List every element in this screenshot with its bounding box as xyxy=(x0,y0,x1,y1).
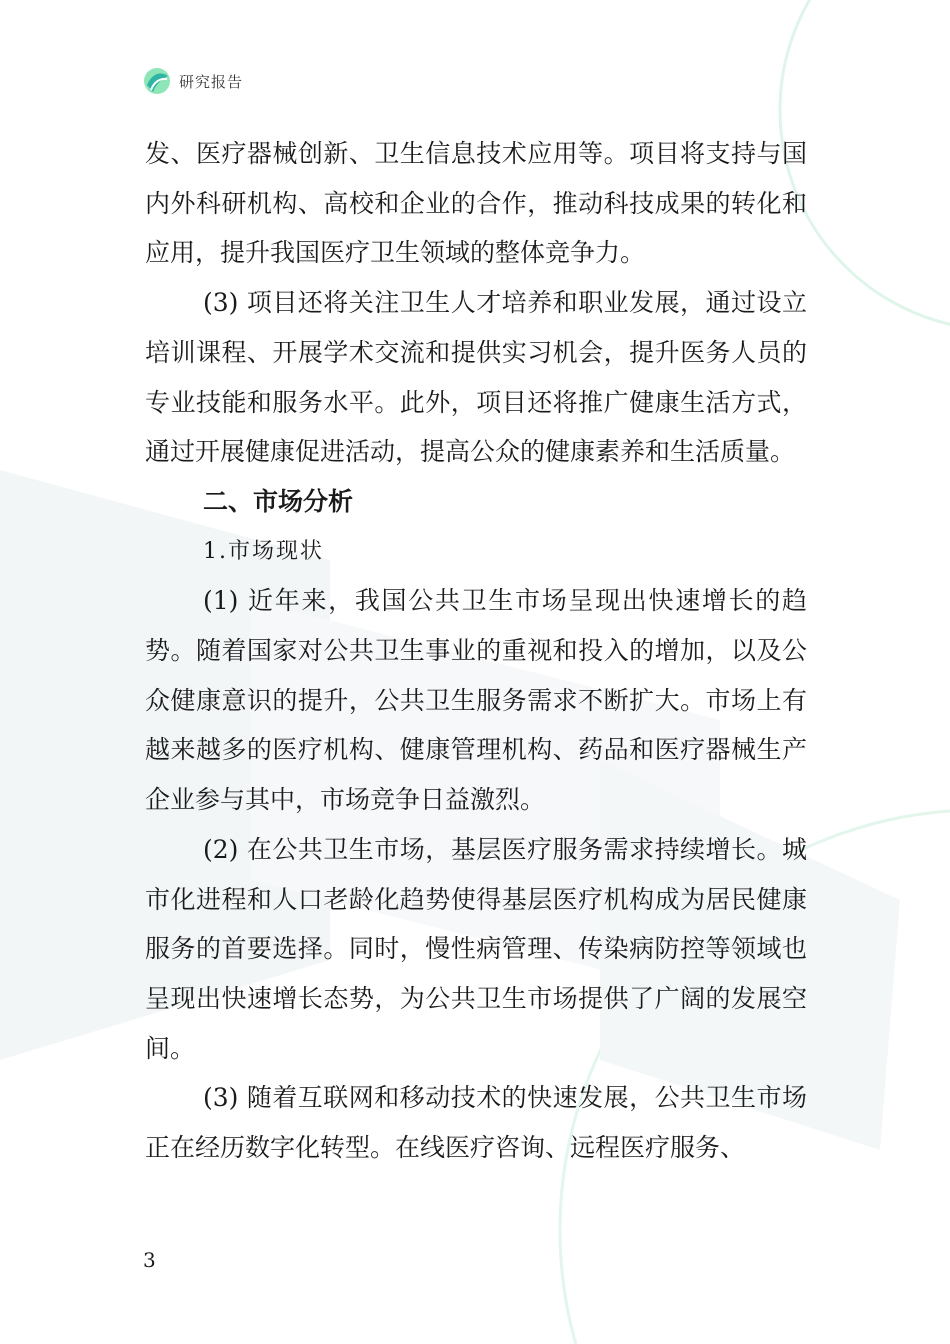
paragraph-2: (2) 在公共卫生市场，基层医疗服务需求持续增长。城市化进程和人口老龄化趋势使得基层医疗机构成为居民健康服务的首要选择。同时，慢性病管理、传染病防控等领域也呈现出快速增长态势，为公共卫生市场提供了广阔的发展空间。 xyxy=(145,834,807,1063)
paragraph-3b: (3) 随着互联网和移动技术的快速发展，公共卫生市场正在经历数字化转型。在线医疗咨询、远程医疗服务、 xyxy=(145,1083,807,1163)
paragraph-3: (3) 项目还将关注卫生人才培养和职业发展，通过设立培训课程、开展学术交流和提供实习机会，提升医务人员的专业技能和服务水平。此外，项目还将推广健康生活方式，通过开展健康促进活动，提高公众的健康素养和生活质量。 xyxy=(145,288,807,467)
paragraph-1: (1) 近年来，我国公共卫生市场呈现出快速增长的趋势。随着国家对公共卫生事业的重视和投入的增加，以及公众健康意识的提升，公共卫生服务需求不断扩大。市场上有越来越多的医疗机构、健康管理机构、药品和医疗器械生产企业参与其中，市场竞争日益激烈。 xyxy=(145,586,807,815)
page-header xyxy=(143,66,243,96)
report-label: 研究报告 xyxy=(179,72,244,91)
logo-icon xyxy=(143,67,171,95)
section-heading: 二、市场分析 xyxy=(203,486,354,516)
main-content xyxy=(145,129,807,1173)
subsection-heading: 1.市场现状 xyxy=(203,538,324,564)
paragraph-continued: 发、医疗器械创新、卫生信息技术应用等。项目将支持与国内外科研机构、高校和企业的合作，推动科技成果的转化和应用，提升我国医疗卫生领域的整体竞争力。 xyxy=(145,139,807,268)
page-number: 3 xyxy=(143,1248,156,1272)
